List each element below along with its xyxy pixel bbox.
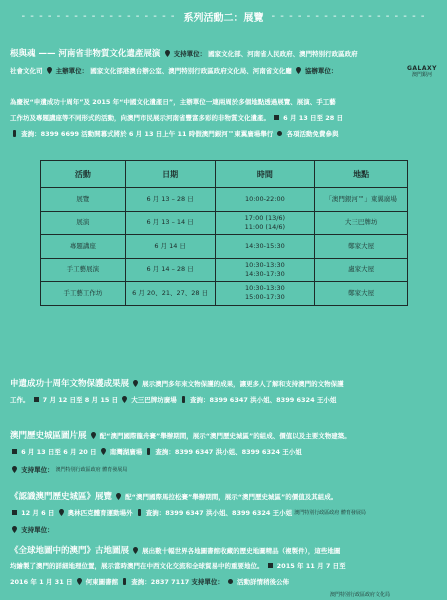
- cell-time: [215, 258, 315, 282]
- sports-bureau-logo: [56, 467, 128, 473]
- event5-support-label: 支持單位：: [191, 578, 224, 586]
- cell-time-1: 10:00-22:00: [244, 194, 285, 203]
- intro-line3: [10, 130, 437, 139]
- cell-time: [215, 282, 315, 306]
- cell-time-2: 15:00-17:30: [244, 293, 285, 302]
- event3-title: 澳門歷史城區圖片展: [10, 431, 87, 441]
- cell-activity: 展演: [41, 211, 126, 235]
- event1-host: 國家文化部港澳台辦公室、澳門特別行政區政府文化局、河南省文化廳: [90, 67, 292, 75]
- intro-text-1: 為慶祝“申遺成功十周年”及 2015 年“中國文化遺產日”，主辦單位一連兩周於多個地點透過展覽、展演、手工藝: [10, 98, 336, 106]
- event2-line2-a: 工作。: [10, 396, 30, 404]
- event4-desc: 配“澳門國際馬拉松賽”舉辦期間，展示“澳門歷史城區”的價值及其組成。: [125, 493, 338, 501]
- table-row: [41, 282, 408, 306]
- cell-time: [215, 188, 315, 212]
- cell-venue: 盧家大屋: [315, 258, 408, 282]
- pin-icon: [296, 67, 301, 74]
- intro-line2: [10, 114, 437, 123]
- culture-bureau-logo: [330, 590, 440, 600]
- info-icon: [228, 578, 233, 585]
- intro-free: 各項活動免費參與: [286, 130, 339, 138]
- event1-host-label: 主辦單位：: [55, 67, 89, 75]
- header-dashes-right: - - - - - - - - - - - - - - - - - -: [271, 10, 426, 22]
- event5-date-end: 2016 年 1 月 31 日: [10, 578, 73, 586]
- event4-venue: 奧林匹克體育運動場外: [67, 509, 133, 517]
- cell-time-1: 17:00 (13/6): [244, 213, 286, 222]
- event2-venue: 大三巴牌坊廣場: [131, 396, 177, 404]
- phone-icon: [181, 396, 186, 403]
- cell-venue: 鄭家大屋: [315, 282, 408, 306]
- event1-line1: [10, 50, 437, 59]
- event5-note: 活動詳情稍後公佈: [236, 578, 289, 586]
- cell-date: 6 月 13 – 14 日: [125, 211, 215, 235]
- col-time: 時間: [215, 161, 315, 188]
- phone-icon: [137, 509, 142, 516]
- cell-venue: 「澳門銀河™」東翼廣場: [315, 188, 408, 212]
- event3-line1: [10, 432, 437, 441]
- event5-desc: 展出數十幅世界各地圖書館收藏的歷史地圖精品（複製件），這些地圖: [142, 547, 341, 555]
- sports-bureau-logo-text: 澳門特別行政區政府 體育發展局: [55, 467, 128, 473]
- sports-bureau-logo: [294, 510, 366, 516]
- info-icon: [277, 130, 282, 137]
- cell-activity: 手工藝展演: [41, 258, 126, 282]
- pin-icon: [77, 578, 82, 585]
- pin-icon: [47, 67, 52, 74]
- event2-contact: 查詢：8399 6347 洪小姐、8399 6324 王小姐: [189, 396, 337, 404]
- pin-icon: [59, 509, 64, 516]
- event3-dates: 6 月 13 日至 6 月 20 日: [21, 448, 97, 456]
- event2-dates: 7 月 12 日至 8 月 15 日: [42, 396, 119, 404]
- event4-dates: 12 月 6 日: [21, 509, 55, 517]
- cell-venue: 鄭家大屋: [315, 235, 408, 259]
- culture-bureau-logo-text: 澳門特別行政區政府文化局: [330, 592, 391, 598]
- phone-icon: [122, 578, 127, 585]
- pin-icon: [133, 547, 138, 554]
- intro-phone: 查詢：8399 6699: [21, 130, 80, 138]
- event2-title: 申遺成功十周年文物保護成果展: [10, 379, 130, 389]
- intro-dates: 6 月 13 日至 28 日: [283, 114, 344, 122]
- event1-support-label: 支持單位：: [173, 50, 207, 58]
- event3-line2: [10, 448, 437, 457]
- pin-icon: [91, 432, 96, 439]
- event2-line2: [10, 396, 437, 405]
- event5-title: 《全球地圖中的澳門》古地圖展: [10, 546, 130, 556]
- cell-venue: 大三巴牌坊: [315, 211, 408, 235]
- pin-icon: [116, 493, 121, 500]
- event5-line2: [10, 562, 437, 571]
- event5-line3: [10, 578, 437, 587]
- event3-venue: 南灣湖廣場: [109, 448, 143, 456]
- event3-line3: [10, 466, 437, 475]
- calendar-icon: [34, 396, 39, 403]
- event4-line1: [10, 493, 437, 502]
- event4-support-label: 支持單位：: [21, 526, 54, 534]
- col-activity: 活動: [41, 161, 126, 188]
- pin-icon: [122, 396, 127, 403]
- section-title: 系列活動二：展覽: [183, 12, 264, 24]
- calendar-icon: [12, 509, 17, 516]
- cell-time-2: 11:00 (14/6): [244, 222, 286, 231]
- event4-line3: [10, 526, 437, 535]
- cell-activity: 手工藝工作坊: [41, 282, 126, 306]
- cell-activity: 專題講座: [41, 235, 126, 259]
- event1-co-label: 協辦單位：: [304, 67, 338, 75]
- event5-date-start: 2015 年 11 月 7 日至: [276, 562, 346, 570]
- cell-date: 6 月 14 – 28 日: [125, 258, 215, 282]
- intro-line1: [10, 98, 437, 107]
- table-row: [41, 235, 408, 259]
- event3-desc: 配“澳門國際龍舟賽”舉辦期間，展示“澳門歷史城區”的組成、價值以及主要文物建築。: [99, 432, 351, 440]
- cell-time-2: 14:30-17:30: [244, 269, 285, 278]
- event3-contact: 查詢：8399 6347 洪小姐、8399 6324 王小姐: [155, 448, 302, 456]
- cell-date: 6 月 20、21、27、28 日: [125, 282, 215, 306]
- event2-desc: 展示澳門多年來文物保護的成果，讓更多人了解和支持澳門的文物保護: [142, 380, 344, 388]
- col-venue: 地點: [315, 161, 408, 188]
- col-date: 日期: [125, 161, 215, 188]
- event2-line1: [10, 380, 437, 389]
- calendar-icon: [12, 448, 17, 455]
- phone-icon: [146, 448, 151, 455]
- phone-icon: [12, 130, 17, 137]
- cell-time: [215, 211, 315, 235]
- event5-line2: 均繪製了澳門的詳細地理位置，展示當時澳門在中西文化交流和全球貿易中的重要地位。: [10, 562, 264, 570]
- event4-title: 《認識澳門歷史城區》展覽: [10, 492, 113, 502]
- intro-text-2: 工作坊及專題講座等不同形式的活動，向澳門市民展示河南省豐富多彩的非物質文化遺產。: [10, 114, 270, 122]
- calendar-icon: [274, 114, 279, 121]
- schedule-table: [40, 160, 408, 306]
- intro-opening: 活動開幕式將於 6 月 13 日上午 11 時假澳門銀河™東翼廣場舉行: [81, 130, 274, 138]
- event5-line1: [10, 547, 437, 556]
- pin-icon: [133, 380, 138, 387]
- event1-title: 根與魂 —— 河南省非物質文化遺產展演: [10, 49, 161, 59]
- pin-icon: [101, 448, 106, 455]
- galaxy-logo-name: GALAXY: [406, 65, 437, 72]
- cell-time-1: 14:30-15:30: [244, 241, 285, 250]
- calendar-icon: [268, 562, 273, 569]
- event3-support-label: 支持單位：: [21, 466, 54, 474]
- event4-line2: [10, 509, 437, 518]
- sports-bureau-logo-text: 澳門特別行政區政府 體育發展局: [294, 510, 366, 516]
- cell-activity: 展覽: [41, 188, 126, 212]
- table-row: [41, 188, 408, 212]
- cell-time-1: 10:30-13:30: [244, 260, 285, 269]
- event1-line2: [10, 67, 437, 76]
- event4-contact: 查詢：8399 6347 洪小姐、8399 6324 王小姐: [145, 509, 293, 517]
- event5-contact: 查詢：2837 7117: [131, 578, 190, 586]
- table-header-row: [41, 161, 408, 188]
- pin-icon: [165, 50, 170, 57]
- cell-date: 6 月 13 – 28 日: [125, 188, 215, 212]
- event1-line2-a: 社會文化司: [10, 67, 43, 75]
- galaxy-logo-sub: 澳門銀河: [411, 72, 432, 78]
- cell-time: [215, 235, 315, 259]
- galaxy-logo: [406, 66, 438, 84]
- event1-support: 國家文化部、河南省人民政府、澳門特別行政區政府: [208, 50, 358, 58]
- event5-venue: 何東圖書館: [85, 578, 119, 586]
- header-dashes-left: - - - - - - - - - - - - - - - - - -: [21, 10, 176, 22]
- table-row: [41, 211, 408, 235]
- pin-icon: [12, 466, 17, 473]
- cell-time-1: 10:30-13:30: [244, 284, 285, 293]
- pin-icon: [12, 526, 17, 533]
- cell-date: 6 月 14 日: [125, 235, 215, 259]
- table-row: [41, 258, 408, 282]
- section-header: [0, 8, 447, 24]
